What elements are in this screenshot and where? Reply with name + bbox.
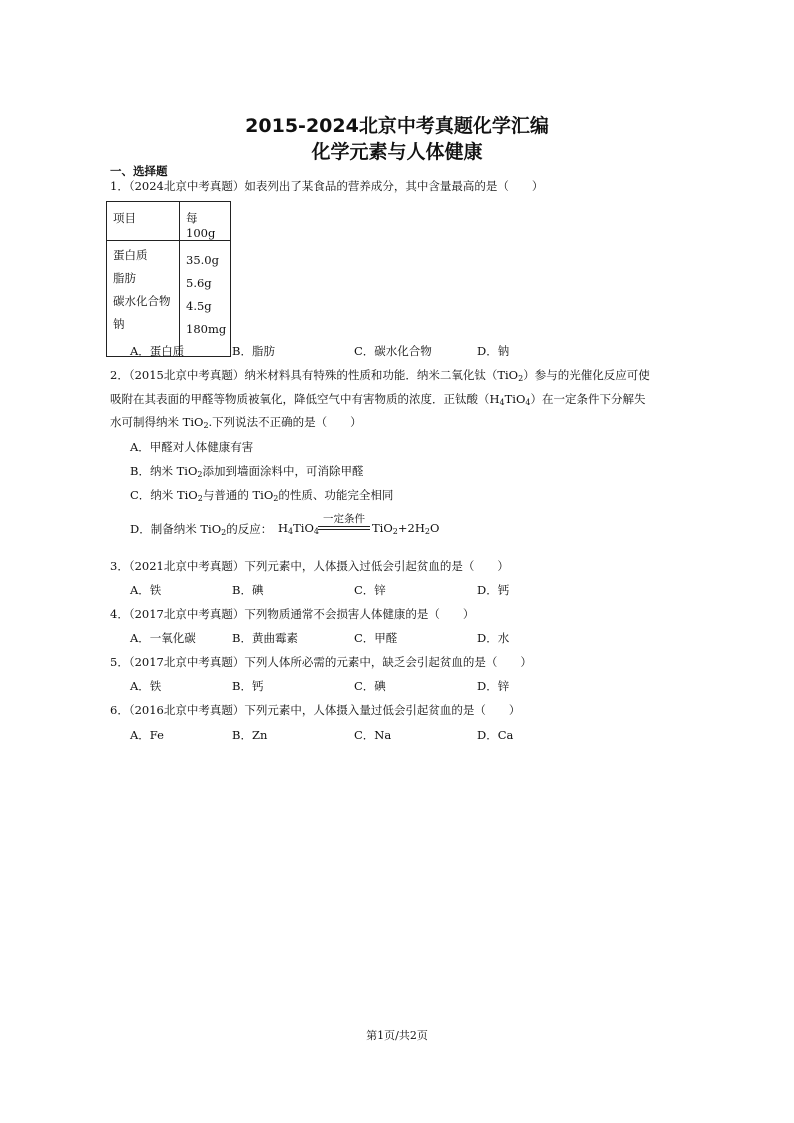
page-title: 2015-2024北京中考真题化学汇编 bbox=[245, 115, 549, 137]
table-cell: 5.6g bbox=[186, 276, 212, 290]
table-values-cell bbox=[180, 241, 231, 357]
table-cell: 4.5g bbox=[186, 299, 212, 313]
option-d[interactable]: D．钠 bbox=[477, 344, 510, 358]
table-cell: 180mg bbox=[186, 322, 227, 336]
option-b[interactable]: B．Zn bbox=[232, 728, 268, 742]
question-1-options bbox=[0, 343, 794, 359]
option-b[interactable]: B．纳米 TiO$_2$添加到墙面涂料中，可消除甲醛 bbox=[130, 464, 364, 479]
table-cell: 脂肪 bbox=[113, 271, 136, 285]
option-c[interactable]: C．锌 bbox=[354, 583, 386, 597]
section-heading: 一、选择题 bbox=[110, 164, 168, 178]
equals-bar-bottom bbox=[318, 529, 370, 530]
equals-bar-top bbox=[318, 526, 370, 527]
table-row bbox=[107, 241, 231, 357]
question-6-options bbox=[0, 727, 794, 743]
table-header-cell: 项目 bbox=[107, 202, 180, 241]
option-b[interactable]: B．脂肪 bbox=[232, 344, 275, 358]
question-5-options bbox=[0, 678, 794, 694]
page-subtitle: 化学元素与人体健康 bbox=[311, 141, 483, 163]
option-c[interactable]: C．甲醛 bbox=[354, 631, 398, 645]
question-2-stem-line-1: 2．（2015北京中考真题）纳米材料具有特殊的性质和功能．纳米二氧化钛（TiO$_2$）参与的光催化反应可使 bbox=[110, 368, 650, 383]
nutrition-table bbox=[106, 201, 231, 357]
option-c[interactable]: C．Na bbox=[354, 728, 392, 742]
question-1-stem: 1．（2024北京中考真题）如表列出了某食品的营养成分，其中含量最高的是（ ） bbox=[110, 179, 544, 193]
table-row bbox=[107, 202, 231, 241]
question-2-stem-line-2: 吸附在其表面的甲醛等物质被氧化，降低空气中有害物质的浓度．正钛酸$(H_4TiO_4)$在一定条件下分解失 bbox=[110, 392, 646, 407]
option-b[interactable]: B．钙 bbox=[232, 679, 264, 693]
question-4-stem: 4．（2017北京中考真题）下列物质通常不会损害人体健康的是（ ） bbox=[110, 607, 475, 621]
option-c[interactable]: C．纳米 TiO$_2$与普通的 TiO$_2$的性质、功能完全相同 bbox=[130, 488, 394, 503]
option-c[interactable]: C．碘 bbox=[354, 679, 386, 693]
option-a[interactable]: A．甲醛对人体健康有害 bbox=[130, 440, 254, 454]
table-cell: 钠 bbox=[113, 317, 125, 331]
question-3-stem: 3．（2021北京中考真题）下列元素中，人体摄入过低会引起贫血的是（ ） bbox=[110, 559, 509, 573]
question-3-options bbox=[0, 582, 794, 598]
option-a[interactable]: A．蛋白质 bbox=[130, 344, 185, 358]
option-b[interactable]: B．碘 bbox=[232, 583, 264, 597]
reaction-reactant: $H_4TiO_4$ bbox=[278, 521, 319, 536]
table-header-cell: 每 100g bbox=[180, 202, 231, 241]
question-5-stem: 5．（2017北京中考真题）下列人体所必需的元素中，缺乏会引起贫血的是（ ） bbox=[110, 655, 532, 669]
option-a[interactable]: A．一氧化碳 bbox=[130, 631, 196, 645]
option-c[interactable]: C．碳水化合物 bbox=[354, 344, 432, 358]
reaction-products: $TiO_2+2H_2O$ bbox=[372, 521, 440, 536]
table-cell: 35.0g bbox=[186, 253, 219, 267]
question-2-stem-line-3: 水可制得纳米 TiO$_2$.下列说法不正确的是（ ） bbox=[110, 415, 362, 430]
option-d[interactable]: D．Ca bbox=[477, 728, 514, 742]
option-d[interactable]: D．制备纳米 TiO$_2$的反应： bbox=[130, 522, 273, 537]
option-d[interactable]: D．钙 bbox=[477, 583, 510, 597]
table-cell: 碳水化合物 bbox=[113, 294, 171, 308]
option-d[interactable]: D．锌 bbox=[477, 679, 510, 693]
table-items-cell bbox=[107, 241, 180, 357]
question-6-stem: 6．（2016北京中考真题）下列元素中，人体摄入量过低会引起贫血的是（ ） bbox=[110, 703, 521, 717]
option-d[interactable]: D．水 bbox=[477, 631, 510, 645]
option-a[interactable]: A．Fe bbox=[130, 728, 164, 742]
reaction-condition: 一定条件 bbox=[323, 513, 365, 525]
option-a[interactable]: A．铁 bbox=[130, 583, 162, 597]
option-a[interactable]: A．铁 bbox=[130, 679, 162, 693]
page-number: 第1页/共2页 bbox=[366, 1029, 428, 1042]
option-b[interactable]: B．黄曲霉素 bbox=[232, 631, 298, 645]
question-4-options bbox=[0, 630, 794, 646]
table-cell: 蛋白质 bbox=[113, 248, 148, 262]
